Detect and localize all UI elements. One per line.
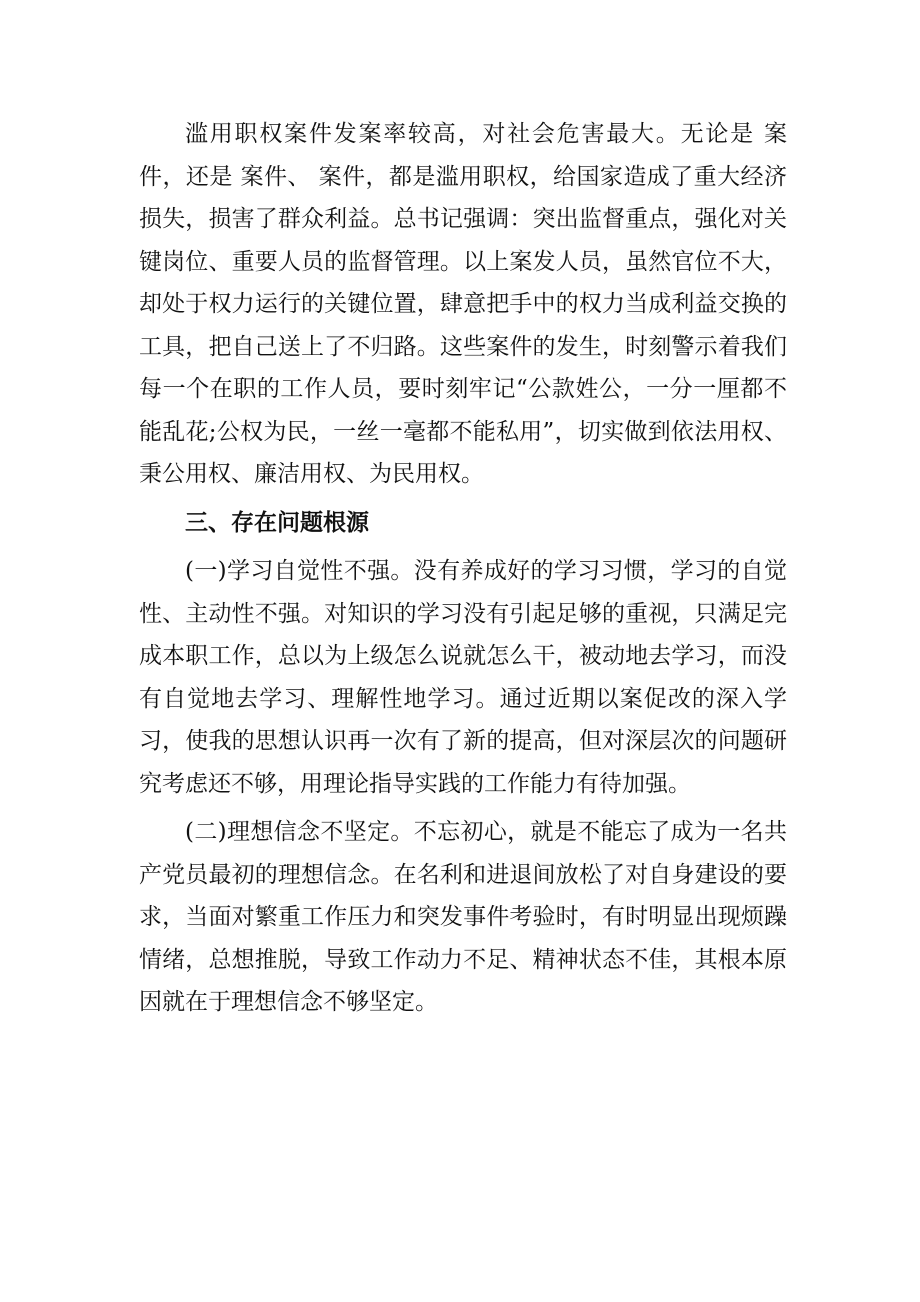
section-heading-root-causes: 三、存在问题根源 [185,509,369,536]
document-body [139,113,787,1024]
paragraph-abuse-of-power: 滥用职权案件发案率较高，对社会危害最大。无论是 案件，还是 案件、 案件，都是滥用职权，给国家造成了重大经济损失，损害了群众利益。总书记强调：突出监督重点，强化对关键岗位、重要人员的监督管理。以上案发人员，虽然官位不大，却处于权力运行的关键位置，肆意把手中的权力当成利益交换的工具，把自己送上了不归路。这些案件的发生，时刻警示着我们每一个在职的工作人员，要时刻牢记“公款姓公，一分一厘都不能乱花;公权为民，一丝一毫都不能私用”，切实做到依法用权、秉公用权、廉洁用权、为民用权。 [139,121,787,487]
item-study-awareness: (一)学习自觉性不强。没有养成好的学习习惯，学习的自觉性、主动性不强。对知识的学习没有引起足够的重视，只满足完成本职工作，总以为上级怎么说就怎么干，被动地去学习，而没有自觉地去学习、理解性地学习。通过近期以案促改的深入学习，使我的思想认识再一次有了新的提高，但对深层次的问题研究考虑还不够，用理论指导实践的工作能力有待加强。 [139,558,787,797]
item-ideals-belief: (二)理想信念不坚定。不忘初心，就是不能忘了成为一名共产党员最初的理想信念。在名利和进退间放松了对自身建设的要求，当面对繁重工作压力和突发事件考验时，有时明显出现烦躁情绪，总想推脱，导致工作动力不足、精神状态不佳，其根本原因就在于理想信念不够坚定。 [139,819,787,1015]
